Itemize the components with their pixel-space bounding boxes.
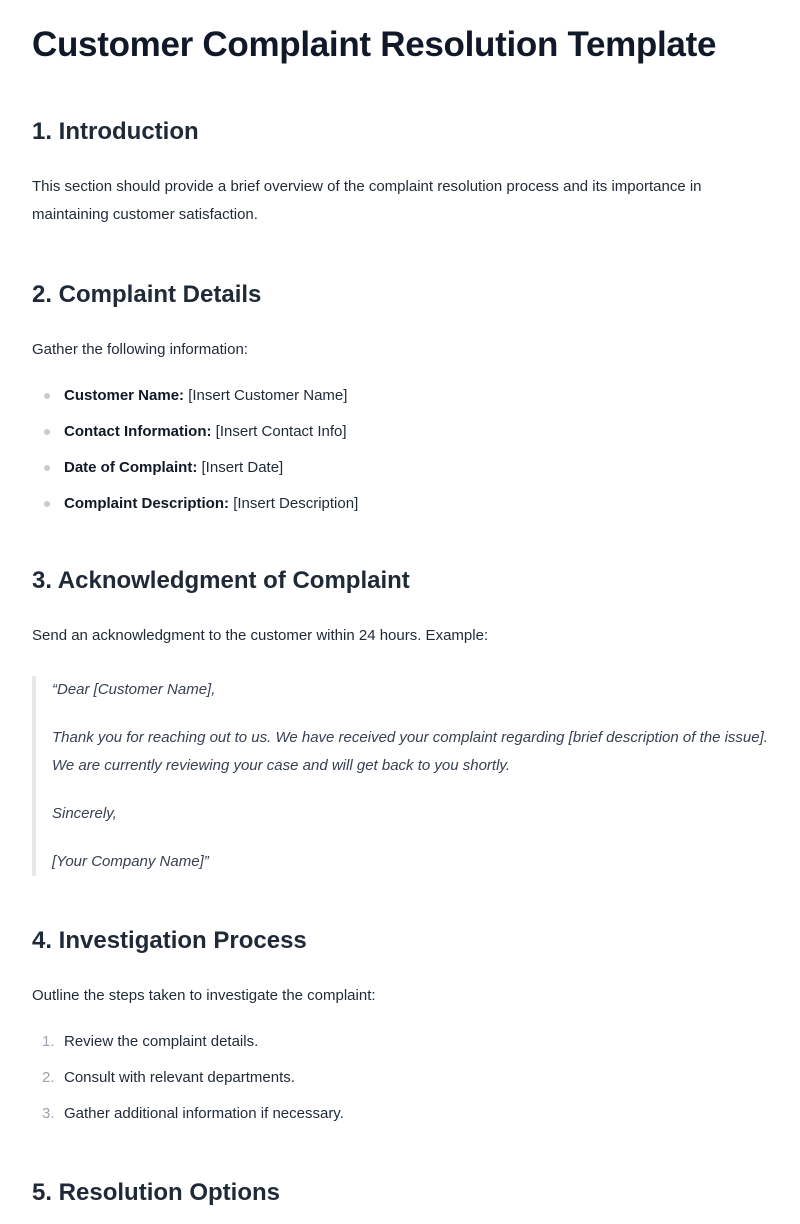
section-paragraph: This section should provide a brief overview of the complaint resolution process and its importance in maintaining customer satisfaction. — [32, 178, 702, 223]
section-resolution — [32, 1178, 768, 1208]
section-introduction — [32, 117, 768, 229]
step-number: 3. — [42, 1105, 55, 1122]
section-heading: 1. Introduction — [32, 118, 199, 145]
step-text: Review the complaint details. — [64, 1033, 259, 1050]
list-item — [32, 1066, 768, 1090]
example-quote — [32, 676, 768, 876]
quote-line: “Dear [Customer Name], — [52, 681, 216, 698]
field-label: Date of Complaint: — [64, 459, 198, 476]
bullet-icon — [44, 465, 50, 471]
section-heading: 3. Acknowledgment of Complaint — [32, 567, 410, 594]
page-title: Customer Complaint Resolution Template — [32, 25, 717, 64]
section-paragraph: Outline the steps taken to investigate the complaint: — [32, 987, 376, 1004]
step-number: 2. — [42, 1069, 55, 1086]
section-complaint-details — [32, 280, 768, 516]
list-item — [32, 1102, 768, 1126]
investigation-step-list — [32, 1030, 768, 1126]
list-item — [32, 384, 768, 408]
list-item — [32, 492, 768, 516]
section-paragraph: Send an acknowledgment to the customer within 24 hours. Example: — [32, 627, 489, 644]
quote-line: Sincerely, — [52, 805, 117, 822]
section-heading: 2. Complaint Details — [32, 281, 262, 308]
field-label: Customer Name: — [64, 387, 185, 404]
details-field-list — [32, 384, 768, 516]
field-value: [Insert Contact Info] — [215, 423, 347, 440]
bullet-icon — [44, 501, 50, 507]
section-acknowledgment — [32, 566, 768, 876]
list-item — [32, 456, 768, 480]
bullet-icon — [44, 393, 50, 399]
section-paragraph: Gather the following information: — [32, 341, 248, 358]
step-text: Consult with relevant departments. — [64, 1069, 295, 1086]
field-value: [Insert Customer Name] — [188, 387, 348, 404]
step-number: 1. — [42, 1033, 55, 1050]
field-label: Contact Information: — [64, 423, 212, 440]
quote-line: Thank you for reaching out to us. We have received your complaint regarding [brief description of the issue]. We are currently reviewing your case and will get back to you shortly. — [52, 729, 768, 774]
field-value: [Insert Date] — [201, 459, 284, 476]
field-value: [Insert Description] — [233, 495, 359, 512]
list-item — [32, 1030, 768, 1054]
field-label: Complaint Description: — [64, 495, 230, 512]
section-heading: 5. Resolution Options — [32, 1179, 281, 1206]
section-investigation — [32, 926, 768, 1126]
list-item — [32, 420, 768, 444]
section-heading: 4. Investigation Process — [32, 927, 307, 954]
bullet-icon — [44, 429, 50, 435]
step-text: Gather additional information if necessary. — [64, 1105, 344, 1122]
document — [0, 24, 800, 1208]
quote-line: [Your Company Name]” — [52, 853, 209, 870]
